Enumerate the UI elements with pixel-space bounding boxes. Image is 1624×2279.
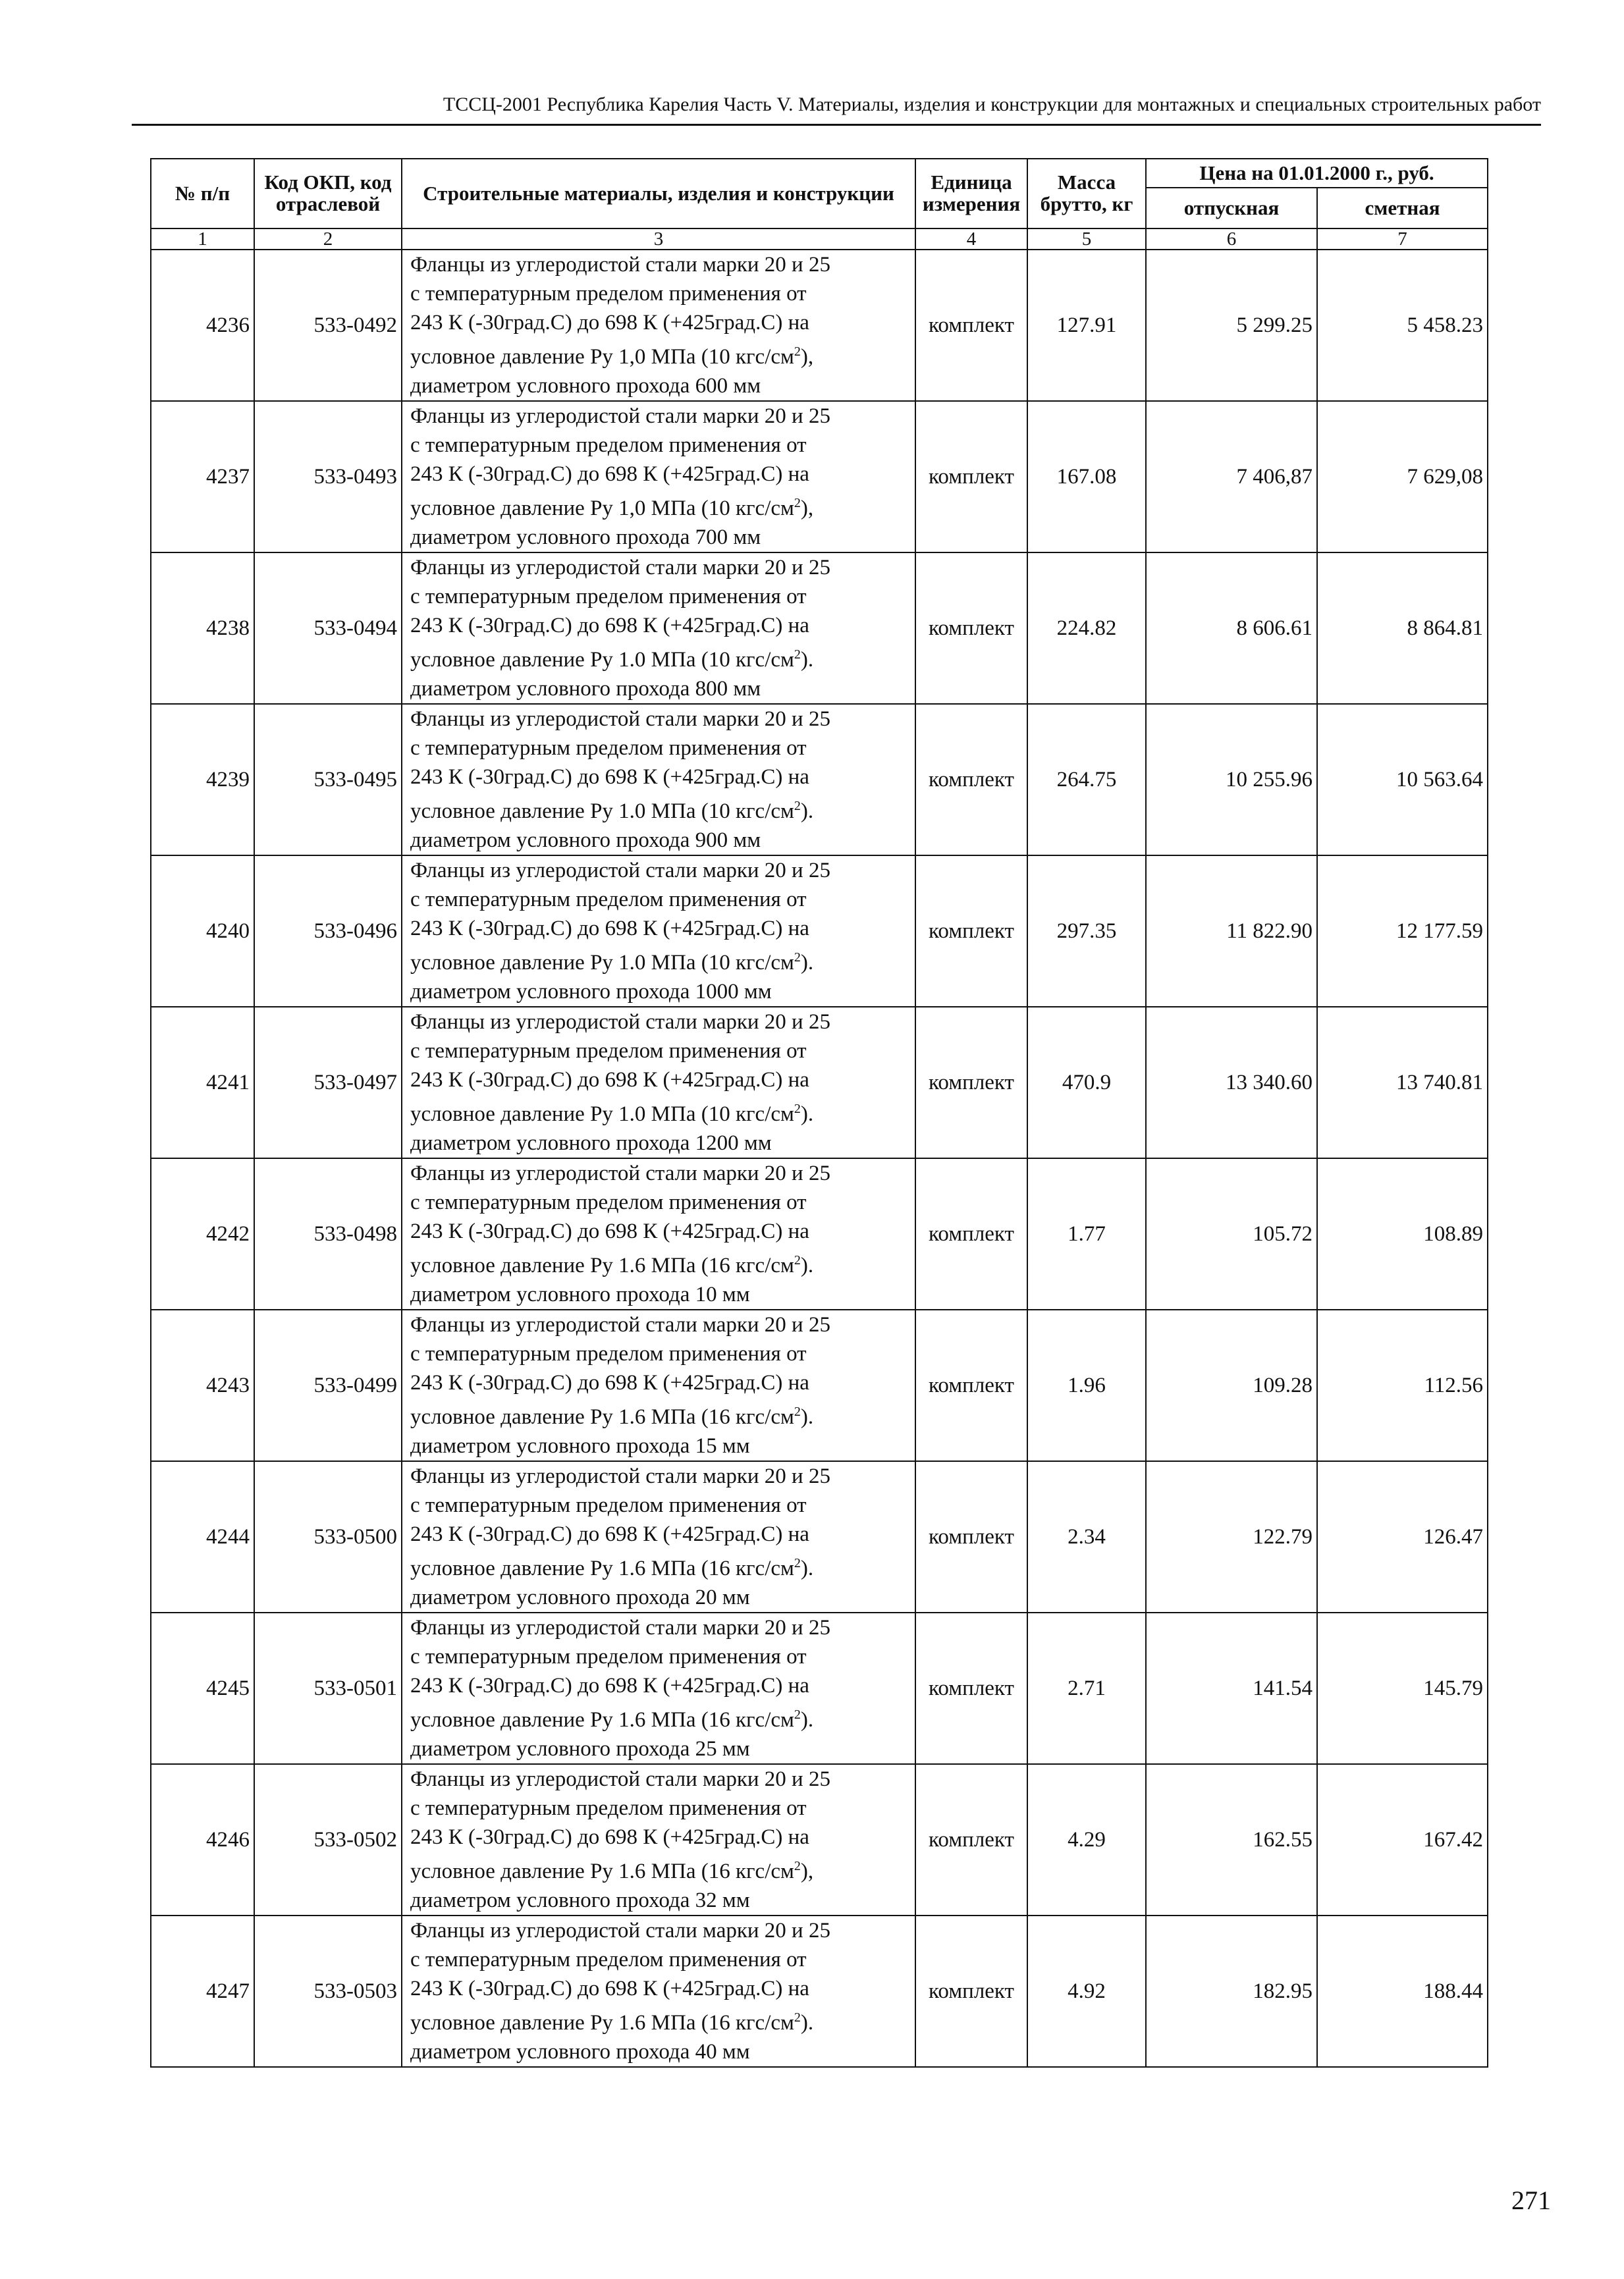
row-code: 533-0500	[254, 1461, 402, 1613]
row-price-release: 141.54	[1146, 1613, 1317, 1764]
col-header-mass: Масса брутто, кг	[1027, 159, 1146, 228]
row-code: 533-0497	[254, 1007, 402, 1158]
row-unit: комплект	[915, 1310, 1027, 1461]
row-mass: 1.96	[1027, 1310, 1146, 1461]
description-line: диаметром условного прохода 800 мм	[410, 677, 761, 701]
description-line: диаметром условного прохода 40 мм	[410, 2040, 750, 2064]
description-line: 243 К (-30град.С) до 698 К (+425град.С) на	[410, 1371, 809, 1395]
row-price-estimate: 167.42	[1317, 1764, 1488, 1916]
row-mass: 127.91	[1027, 250, 1146, 401]
row-unit: комплект	[915, 1613, 1027, 1764]
row-price-estimate: 10 563.64	[1317, 704, 1488, 855]
row-description	[402, 1158, 915, 1310]
row-code: 533-0494	[254, 552, 402, 704]
description-line-text: условное давление Ру 1.6 МПа (16 кгс/см	[410, 1254, 794, 1277]
row-code: 533-0501	[254, 1613, 402, 1764]
row-number: 4241	[151, 1007, 254, 1158]
description-line: диаметром условного прохода 900 мм	[410, 828, 761, 852]
table-row	[151, 1007, 1488, 1158]
row-code: 533-0493	[254, 401, 402, 552]
description-line: 243 К (-30град.С) до 698 К (+425град.С) на	[410, 614, 809, 637]
row-description	[402, 704, 915, 855]
row-description	[402, 401, 915, 552]
page-header: ТССЦ-2001 Республика Карелия Часть V. Материалы, изделия и конструкции для монтажных и специальных строительных работ	[443, 94, 1541, 115]
description-line-tail: ),	[800, 1860, 814, 1883]
col-header-price-release: отпускная	[1146, 188, 1317, 228]
row-number: 4237	[151, 401, 254, 552]
description-line-text: условное давление Ру 1.6 МПа (16 кгс/см	[410, 1405, 794, 1429]
row-description	[402, 1916, 915, 2067]
description-line-text: условное давление Ру 1.6 МПа (16 кгс/см	[410, 2011, 794, 2035]
description-line: с температурным пределом применения от	[410, 1948, 807, 1971]
description-line-text: условное давление Ру 1.0 МПа (10 кгс/см	[410, 951, 794, 975]
row-unit: комплект	[915, 1158, 1027, 1310]
column-number: 2	[254, 228, 402, 250]
description-line	[410, 337, 911, 371]
description-line: 243 К (-30град.С) до 698 К (+425град.С) на	[410, 1522, 809, 1546]
row-price-release: 10 255.96	[1146, 704, 1317, 855]
description-line: Фланцы из углеродистой стали марки 20 и 25	[410, 404, 830, 428]
description-line: диаметром условного прохода 600 мм	[410, 374, 761, 398]
page-number: 271	[1511, 2185, 1551, 2215]
description-line: 243 К (-30град.С) до 698 К (+425град.С) на	[410, 1220, 809, 1243]
description-line	[410, 1549, 911, 1583]
row-unit: комплект	[915, 552, 1027, 704]
description-line: с температурным пределом применения от	[410, 736, 807, 760]
table-row	[151, 1310, 1488, 1461]
row-price-estimate: 5 458.23	[1317, 250, 1488, 401]
column-number: 4	[915, 228, 1027, 250]
description-line: Фланцы из углеродистой стали марки 20 и 25	[410, 1313, 830, 1337]
row-code: 533-0503	[254, 1916, 402, 2067]
description-line: диаметром условного прохода 700 мм	[410, 525, 761, 549]
description-line-tail: ).	[800, 2011, 814, 2035]
row-price-estimate: 8 864.81	[1317, 552, 1488, 704]
description-line: 243 К (-30град.С) до 698 К (+425град.С) на	[410, 1977, 809, 2000]
description-line-tail: ).	[800, 1557, 814, 1580]
superscript-2: 2	[794, 950, 801, 965]
row-code: 533-0496	[254, 855, 402, 1007]
description-line: Фланцы из углеродистой стали марки 20 и 25	[410, 1162, 830, 1185]
table-row	[151, 401, 1488, 552]
description-line-text: условное давление Ру 1.0 МПа (10 кгс/см	[410, 648, 794, 672]
description-line: с температурным пределом применения от	[410, 1342, 807, 1366]
description-line	[410, 640, 911, 674]
description-line-text: условное давление Ру 1,0 МПа (10 кгс/см	[410, 496, 794, 520]
row-mass: 297.35	[1027, 855, 1146, 1007]
column-number-row	[151, 228, 1488, 250]
description-line: 243 К (-30град.С) до 698 К (+425град.С) на	[410, 462, 809, 486]
row-price-estimate: 188.44	[1317, 1916, 1488, 2067]
description-line: с температурным пределом применения от	[410, 433, 807, 457]
description-line: с температурным пределом применения от	[410, 585, 807, 608]
row-code: 533-0495	[254, 704, 402, 855]
description-line-text: условное давление Ру 1.0 МПа (10 кгс/см	[410, 799, 794, 823]
row-price-estimate: 7 629,08	[1317, 401, 1488, 552]
row-unit: комплект	[915, 1461, 1027, 1613]
description-line: с температурным пределом применения от	[410, 282, 807, 306]
description-line-tail: ).	[800, 1405, 814, 1429]
description-line: 243 К (-30град.С) до 698 К (+425град.С) на	[410, 765, 809, 789]
row-unit: комплект	[915, 1916, 1027, 2067]
row-mass: 224.82	[1027, 552, 1146, 704]
row-price-release: 109.28	[1146, 1310, 1317, 1461]
description-line: Фланцы из углеродистой стали марки 20 и 25	[410, 1919, 830, 1943]
row-number: 4236	[151, 250, 254, 401]
row-number: 4247	[151, 1916, 254, 2067]
description-line-tail: ),	[800, 496, 814, 520]
row-code: 533-0499	[254, 1310, 402, 1461]
row-price-release: 8 606.61	[1146, 552, 1317, 704]
superscript-2: 2	[794, 1102, 801, 1116]
description-line	[410, 1852, 911, 1886]
table-row	[151, 1461, 1488, 1613]
description-line-tail: ).	[800, 648, 814, 672]
row-price-release: 162.55	[1146, 1764, 1317, 1916]
description-line: Фланцы из углеродистой стали марки 20 и 25	[410, 1767, 830, 1791]
row-description	[402, 1764, 915, 1916]
description-line: диаметром условного прохода 10 мм	[410, 1283, 750, 1306]
description-line: с температурным пределом применения от	[410, 1191, 807, 1214]
superscript-2: 2	[794, 496, 801, 510]
column-number: 1	[151, 228, 254, 250]
description-line: Фланцы из углеродистой стали марки 20 и 25	[410, 707, 830, 731]
table-body	[151, 250, 1488, 2067]
description-line-text: условное давление Ру 1,0 МПа (10 кгс/см	[410, 345, 794, 369]
description-line	[410, 791, 911, 826]
row-unit: комплект	[915, 401, 1027, 552]
description-line: диаметром условного прохода 1000 мм	[410, 980, 772, 1004]
description-line: Фланцы из углеродистой стали марки 20 и 25	[410, 859, 830, 882]
row-number: 4245	[151, 1613, 254, 1764]
col-header-name: Строительные материалы, изделия и конструкции	[402, 159, 915, 228]
superscript-2: 2	[794, 1556, 801, 1570]
description-line: диаметром условного прохода 15 мм	[410, 1434, 750, 1458]
row-price-release: 182.95	[1146, 1916, 1317, 2067]
description-line: 243 К (-30град.С) до 698 К (+425град.С) на	[410, 917, 809, 940]
description-line: с температурным пределом применения от	[410, 1796, 807, 1820]
row-description	[402, 1613, 915, 1764]
table-row	[151, 250, 1488, 401]
row-code: 533-0502	[254, 1764, 402, 1916]
table-row	[151, 1613, 1488, 1764]
description-line-tail: ),	[800, 345, 814, 369]
description-line: Фланцы из углеродистой стали марки 20 и 25	[410, 556, 830, 579]
row-mass: 4.92	[1027, 1916, 1146, 2067]
col-header-unit: Единица измерения	[915, 159, 1027, 228]
row-number: 4244	[151, 1461, 254, 1613]
row-unit: комплект	[915, 855, 1027, 1007]
description-line-tail: ).	[800, 951, 814, 975]
row-mass: 470.9	[1027, 1007, 1146, 1158]
description-line-text: условное давление Ру 1.6 МПа (16 кгс/см	[410, 1708, 794, 1732]
description-line-tail: ).	[800, 1254, 814, 1277]
row-description	[402, 1310, 915, 1461]
description-line: диаметром условного прохода 1200 мм	[410, 1131, 772, 1155]
column-number: 6	[1146, 228, 1317, 250]
col-header-num: № п/п	[151, 159, 254, 228]
row-unit: комплект	[915, 1007, 1027, 1158]
description-line	[410, 2003, 911, 2037]
column-number: 5	[1027, 228, 1146, 250]
row-price-estimate: 108.89	[1317, 1158, 1488, 1310]
row-mass: 1.77	[1027, 1158, 1146, 1310]
row-price-release: 7 406,87	[1146, 401, 1317, 552]
description-line: диаметром условного прохода 20 мм	[410, 1586, 750, 1609]
description-line: 243 К (-30град.С) до 698 К (+425град.С) на	[410, 311, 809, 335]
row-number: 4239	[151, 704, 254, 855]
superscript-2: 2	[794, 1707, 801, 1722]
description-line: Фланцы из углеродистой стали марки 20 и 25	[410, 253, 830, 277]
description-line: 243 К (-30град.С) до 698 К (+425град.С) на	[410, 1674, 809, 1698]
description-line: 243 К (-30град.С) до 698 К (+425град.С) на	[410, 1825, 809, 1849]
row-mass: 2.34	[1027, 1461, 1146, 1613]
description-line	[410, 943, 911, 977]
row-number: 4246	[151, 1764, 254, 1916]
row-price-estimate: 126.47	[1317, 1461, 1488, 1613]
superscript-2: 2	[794, 344, 801, 359]
row-price-release: 105.72	[1146, 1158, 1317, 1310]
superscript-2: 2	[794, 1405, 801, 1419]
superscript-2: 2	[794, 1253, 801, 1268]
superscript-2: 2	[794, 799, 801, 813]
description-line: 243 К (-30град.С) до 698 К (+425град.С) на	[410, 1068, 809, 1092]
description-line: диаметром условного прохода 32 мм	[410, 1889, 750, 1912]
row-number: 4242	[151, 1158, 254, 1310]
row-description	[402, 855, 915, 1007]
description-line: Фланцы из углеродистой стали марки 20 и 25	[410, 1616, 830, 1640]
row-description	[402, 250, 915, 401]
table-row	[151, 1916, 1488, 2067]
row-code: 533-0498	[254, 1158, 402, 1310]
row-price-estimate: 12 177.59	[1317, 855, 1488, 1007]
row-unit: комплект	[915, 1764, 1027, 1916]
row-price-release: 5 299.25	[1146, 250, 1317, 401]
row-mass: 167.08	[1027, 401, 1146, 552]
row-description	[402, 1007, 915, 1158]
row-number: 4243	[151, 1310, 254, 1461]
col-header-price-group: Цена на 01.01.2000 г., руб.	[1146, 159, 1488, 188]
col-header-code: Код ОКП, код отраслевой	[254, 159, 402, 228]
price-table	[150, 158, 1488, 2068]
description-line-text: условное давление Ру 1.0 МПа (10 кгс/см	[410, 1102, 794, 1126]
superscript-2: 2	[794, 2010, 801, 2025]
row-number: 4240	[151, 855, 254, 1007]
description-line	[410, 489, 911, 523]
row-price-release: 13 340.60	[1146, 1007, 1317, 1158]
description-line: Фланцы из углеродистой стали марки 20 и 25	[410, 1464, 830, 1488]
description-line	[410, 1246, 911, 1280]
row-mass: 2.71	[1027, 1613, 1146, 1764]
column-number: 3	[402, 228, 915, 250]
superscript-2: 2	[794, 1859, 801, 1873]
description-line: с температурным пределом применения от	[410, 1039, 807, 1063]
row-price-release: 122.79	[1146, 1461, 1317, 1613]
description-line-tail: ).	[800, 799, 814, 823]
row-unit: комплект	[915, 250, 1027, 401]
description-line	[410, 1397, 911, 1432]
description-line: с температурным пределом применения от	[410, 1493, 807, 1517]
description-line	[410, 1094, 911, 1129]
row-price-estimate: 145.79	[1317, 1613, 1488, 1764]
table-row	[151, 855, 1488, 1007]
row-mass: 4.29	[1027, 1764, 1146, 1916]
description-line: диаметром условного прохода 25 мм	[410, 1737, 750, 1761]
row-code: 533-0492	[254, 250, 402, 401]
description-line-text: условное давление Ру 1.6 МПа (16 кгс/см	[410, 1557, 794, 1580]
description-line: с температурным пределом применения от	[410, 888, 807, 911]
description-line-tail: ).	[800, 1102, 814, 1126]
description-line: Фланцы из углеродистой стали марки 20 и 25	[410, 1010, 830, 1034]
description-line-tail: ).	[800, 1708, 814, 1732]
row-description	[402, 1461, 915, 1613]
row-price-release: 11 822.90	[1146, 855, 1317, 1007]
description-line-text: условное давление Ру 1.6 МПа (16 кгс/см	[410, 1860, 794, 1883]
description-line: с температурным пределом применения от	[410, 1645, 807, 1669]
table-row	[151, 1764, 1488, 1916]
col-header-price-estimate: сметная	[1317, 188, 1488, 228]
row-description	[402, 552, 915, 704]
row-mass: 264.75	[1027, 704, 1146, 855]
description-line	[410, 1700, 911, 1734]
header-rule	[132, 124, 1541, 126]
table-row	[151, 704, 1488, 855]
table-row	[151, 552, 1488, 704]
row-price-estimate: 13 740.81	[1317, 1007, 1488, 1158]
table-row	[151, 1158, 1488, 1310]
row-number: 4238	[151, 552, 254, 704]
row-price-estimate: 112.56	[1317, 1310, 1488, 1461]
superscript-2: 2	[794, 647, 801, 662]
column-number: 7	[1317, 228, 1488, 250]
row-unit: комплект	[915, 704, 1027, 855]
